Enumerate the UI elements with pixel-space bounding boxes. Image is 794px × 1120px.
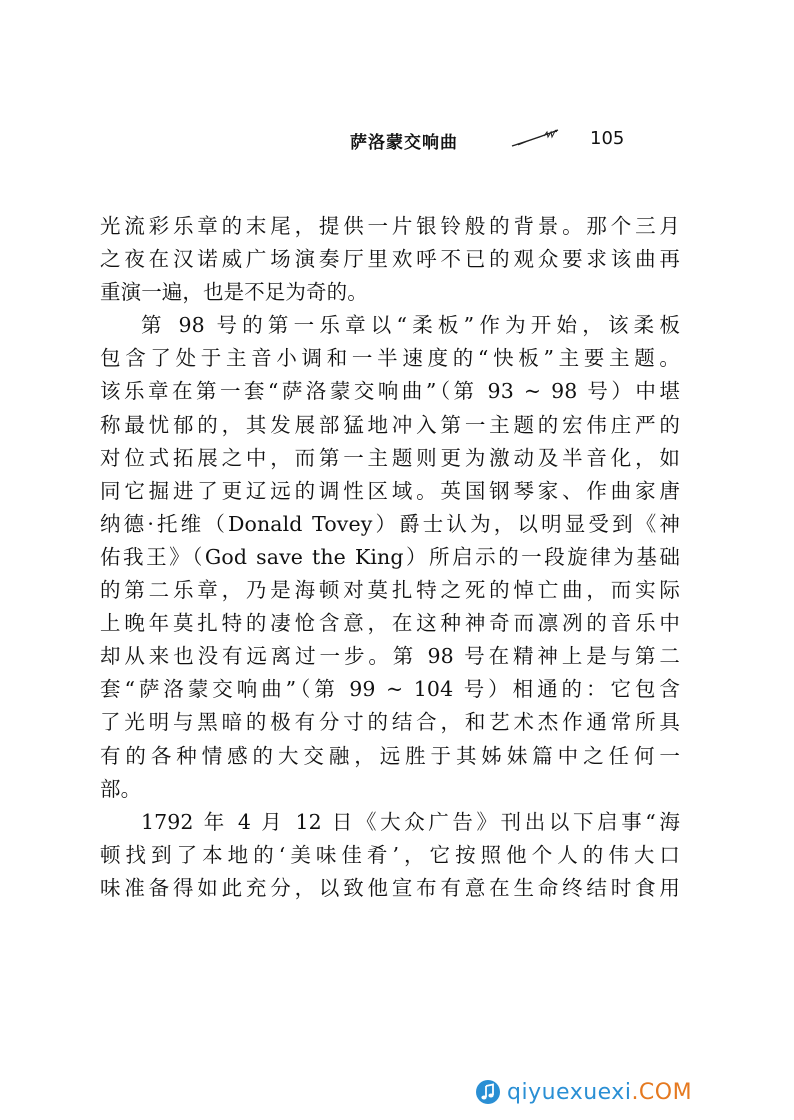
text-line: 纳德·托维（Donald Tovey）爵士认为，以明显受到《神 [100, 511, 680, 536]
page-number: 105 [590, 128, 625, 149]
body-text [100, 210, 680, 905]
running-header [350, 124, 650, 158]
text-line: 却从来也没有远离过一步。第 98 号在精神上是与第二 [100, 644, 680, 669]
watermark-main: qiyuexuexi [507, 1079, 632, 1105]
text-line: 光流彩乐章的末尾，提供一片银铃般的背景。那个三月 [100, 214, 680, 238]
text-line: 对位式拓展之中，而第一主题则更为激动及半音化，如 [100, 445, 680, 470]
text-line: 有的各种情感的大交融，远胜于其姊妹篇中之任何一 [100, 743, 680, 768]
text-line: 了光明与黑暗的极有分寸的结合，和艺术杰作通常所具 [100, 710, 680, 735]
text-line: 的第二乐章，乃是海顿对莫扎特之死的悼亡曲，而实际 [100, 578, 680, 603]
text-line: 之夜在汉诺威广场演奏厅里欢呼不已的观众要求该曲再 [100, 247, 680, 272]
text-line: 重演一遍，也是不足为奇的。 [100, 280, 368, 305]
text-line: 顿找到了本地的‘美味佳肴’，它按照他个人的伟大口 [100, 842, 680, 867]
paragraph-start-line: 1792 年 4 月 12 日《大众广告》刊出以下启事“海 [141, 809, 680, 834]
text-line: 称最忧郁的，其发展部猛地冲入第一主题的宏伟庄严的 [100, 412, 680, 437]
watermark-text [507, 1080, 692, 1105]
text-line: 上晚年莫扎特的凄怆含意，在这种神奇而凛冽的音乐中 [100, 611, 680, 636]
text-line: 包含了处于主音小调和一半速度的“快板”主要主题。 [100, 346, 680, 371]
music-note-icon [475, 1079, 501, 1105]
text-line: 该乐章在第一套“萨洛蒙交响曲”（第 93 ~ 98 号）中堪 [100, 379, 680, 404]
flourish-ornament-icon [510, 124, 562, 152]
header-title: 萨洛蒙交响曲 [350, 133, 458, 153]
site-watermark [475, 1078, 692, 1106]
watermark-suffix: .COM [631, 1079, 693, 1105]
text-line: 套“萨洛蒙交响曲”（第 99 ~ 104 号）相通的：它包含 [100, 677, 680, 702]
text-line: 部。 [100, 776, 142, 801]
text-line: 味准备得如此充分，以致他宣布有意在生命终结时食用 [100, 875, 680, 900]
text-line: 同它掘进了更辽远的调性区域。英国钢琴家、作曲家唐 [100, 478, 680, 503]
paragraph-start-line: 第 98 号的第一乐章以“柔板”作为开始，该柔板 [141, 313, 680, 338]
text-line: 佑我王》（God save the King）所启示的一段旋律为基础 [100, 544, 680, 569]
